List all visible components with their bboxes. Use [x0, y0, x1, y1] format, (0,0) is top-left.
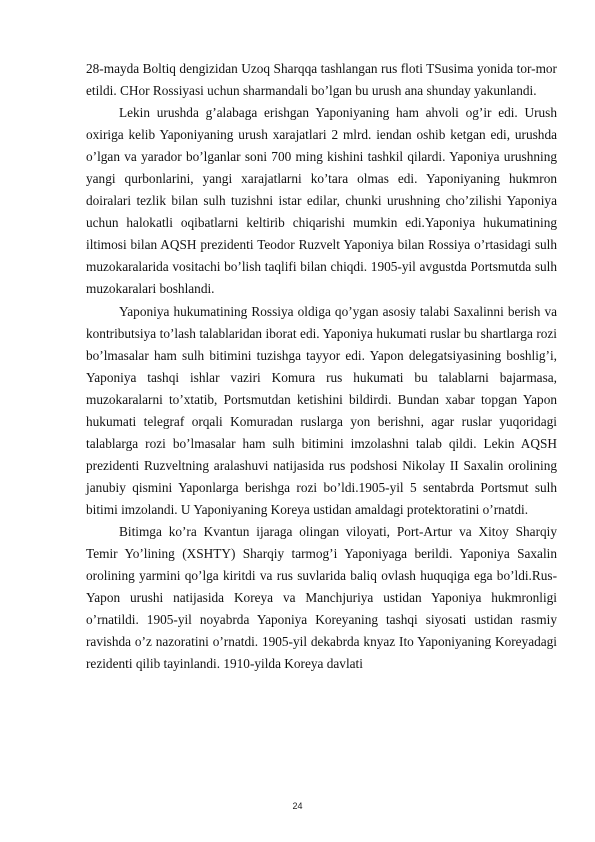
paragraph-3: Yaponiya hukumatining Rossiya oldiga qo’ygan asosiy talabi Saxalinni berish va kontributsiya to’lash talablaridan iborat edi. Yaponiya hukumati ruslar bu shartlarga rozi bo’lmasalar ham sulh bitimini tuzishga tayyor edi. Yapon delegatsiyasining boshlig’i, Yaponiya tashqi ishlar vaziri Komura rus hukumati bu talablarni bajarmasa, muzokaralarni to’xtatib, Portsmutdan ketishini bildirdi. Bundan xabar topgan Yapon hukumati telegraf orqali Komuradan ruslarga yon berishni, agar ruslar yuqoridagi talablarga rozi bo’lmasalar ham sulh bitimini imzolashni talab qildi. Lekin AQSH prezidenti Ruzveltning aralashuvi natijasida rus podshosi Nikolay II Saxalin orolining janubiy qismini Yaponlarga berishga rozi bo’ldi.1905-yil 5 sentabrda Portsmut sulh bitimi imzolandi. U Yaponiyaning Koreya ustidan amaldagi protektoratini o’rnatdi.: [86, 303, 557, 517]
paragraph-2: Lekin urushda g’alabaga erishgan Yaponiyaning ham ahvoli og’ir edi. Urush oxiriga kelib Yaponiyaning urush xarajatlari 2 mlrd. iendan oshib ketgan edi, urushda o’lgan va yarador bo’lganlar soni 700 ming kishini tashkil qilardi. Yaponiya urushning yangi qurbonlarini, yangi xarajatlarni ko’tara olmas edi. Yaponiyaning hukmron doiralari tezlik bilan sulh tuzishni istar edilar, chunki urushning cho’zilishi Yaponiya uchun halokatli oqibatlarni keltirib chiqarishi mumkin edi.Yaponiya hukumatining iltimosi bilan AQSH prezidenti Teodor Ruzvelt Yaponiya bilan Rossiya o’rtasidagi sulh muzokaralarida vositachi bo’lish taqlifi bilan chiqdi. 1905-yil avgustda Portsmutda sulh muzokaralari boshlandi.: [86, 105, 557, 297]
paragraph-1: 28-mayda Boltiq dengizidan Uzoq Sharqqa tashlangan rus floti TSusima yonida tor-mor etildi. CHor Rossiyasi uchun sharmandali bo’lgan bu urush ana shunday yakunlandi.: [86, 61, 557, 99]
body-text: [86, 58, 557, 675]
page-number: 24: [292, 801, 303, 811]
paragraph-4: Bitimga ko’ra Kvantun ijaraga olingan viloyati, Port-Artur va Xitoy Sharqiy Temir Yo’lining (XSHTY) Sharqiy tarmog’i Yaponiyaga berildi. Yaponiya Saxalin orolining yarmini qo’lga kiritdi va rus suvlarida baliq ovlash huquqiga ega bo’ldi.Rus-Yapon urushi natijasida Koreya va Manchjuriya ustidan Yaponiya hukmronligi o’rnatildi. 1905-yil noyabrda Yaponiya Koreyaning tashqi siyosati ustidan rasmiy ravishda o’z nazoratini o’rnatdi. 1905-yil dekabrda knyaz Ito Yaponiyaning Koreyadagi rezidenti qilib tayinlandi. 1910-yilda Koreya davlati: [86, 523, 557, 672]
